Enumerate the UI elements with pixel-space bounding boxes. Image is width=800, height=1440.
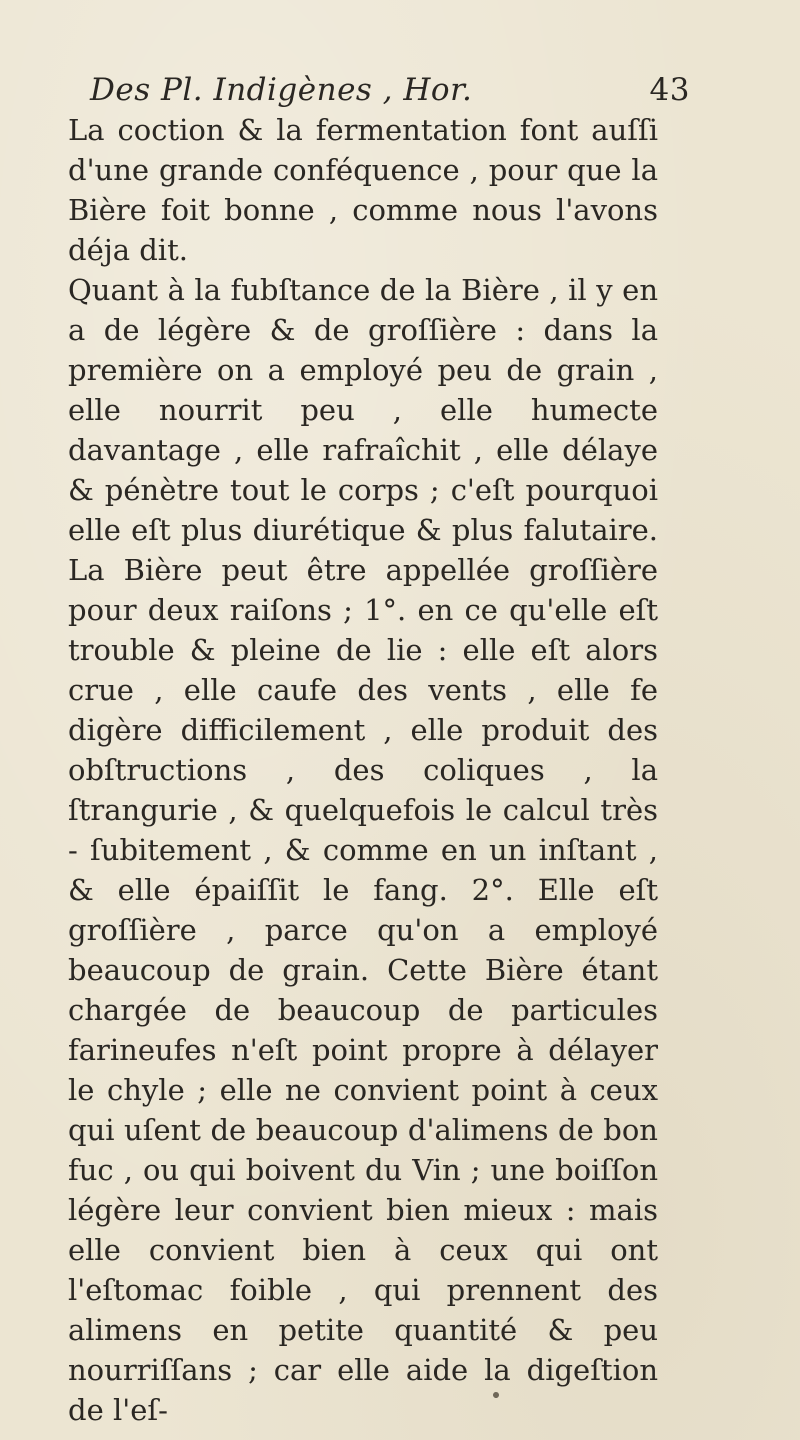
page-header (90, 68, 690, 112)
paragraph-2: Quant à la fubſtance de la Bière , il y en a de légère & de groſſière : dans la première on a employé peu de grain , elle nourrit peu , elle humecte davantage , elle rafraîchit , elle délaye & pénètre tout le corps ; c'eſt pourquoi elle eſt plus diurétique & plus falutaire. La Bière peut être appellée groſſière pour deux raiſons ; 1°. en ce qu'elle eſt trouble & pleine de lie : elle eſt alors crue , elle caufe des vents , elle fe digère difficilement , elle produit des obſtructions , des coliques , la ſtrangurie , & quelquefois le calcul très - ſubitement , & comme en un inſtant , & elle épaiſſit le fang. 2°. Elle eſt groſſière , parce qu'on a employé beaucoup de grain. Cette Bière étant chargée de beaucoup de particules farineufes n'eſt point propre à délayer le chyle ; elle ne convient point à ceux qui uſent de beaucoup d'alimens de bon fuc , ou qui boivent du Vin ; une boiſſon légère leur convient bien mieux : mais elle convient bien à ceux qui ont l'eſtomac foible , qui prennent des alimens en petite quantité & peu nourriſſans ; car elle aide la digeſtion de l'eſ- (68, 273, 658, 1427)
body-text (68, 110, 658, 1430)
running-title: Des Pl. Indigènes , Hor. (90, 72, 473, 108)
paragraph-1: La coction & la fermentation font auſſi d'une grande conféquence , pour que la Bière foit bonne , comme nous l'avons déja dit. (68, 113, 658, 267)
page-number: 43 (649, 72, 690, 108)
